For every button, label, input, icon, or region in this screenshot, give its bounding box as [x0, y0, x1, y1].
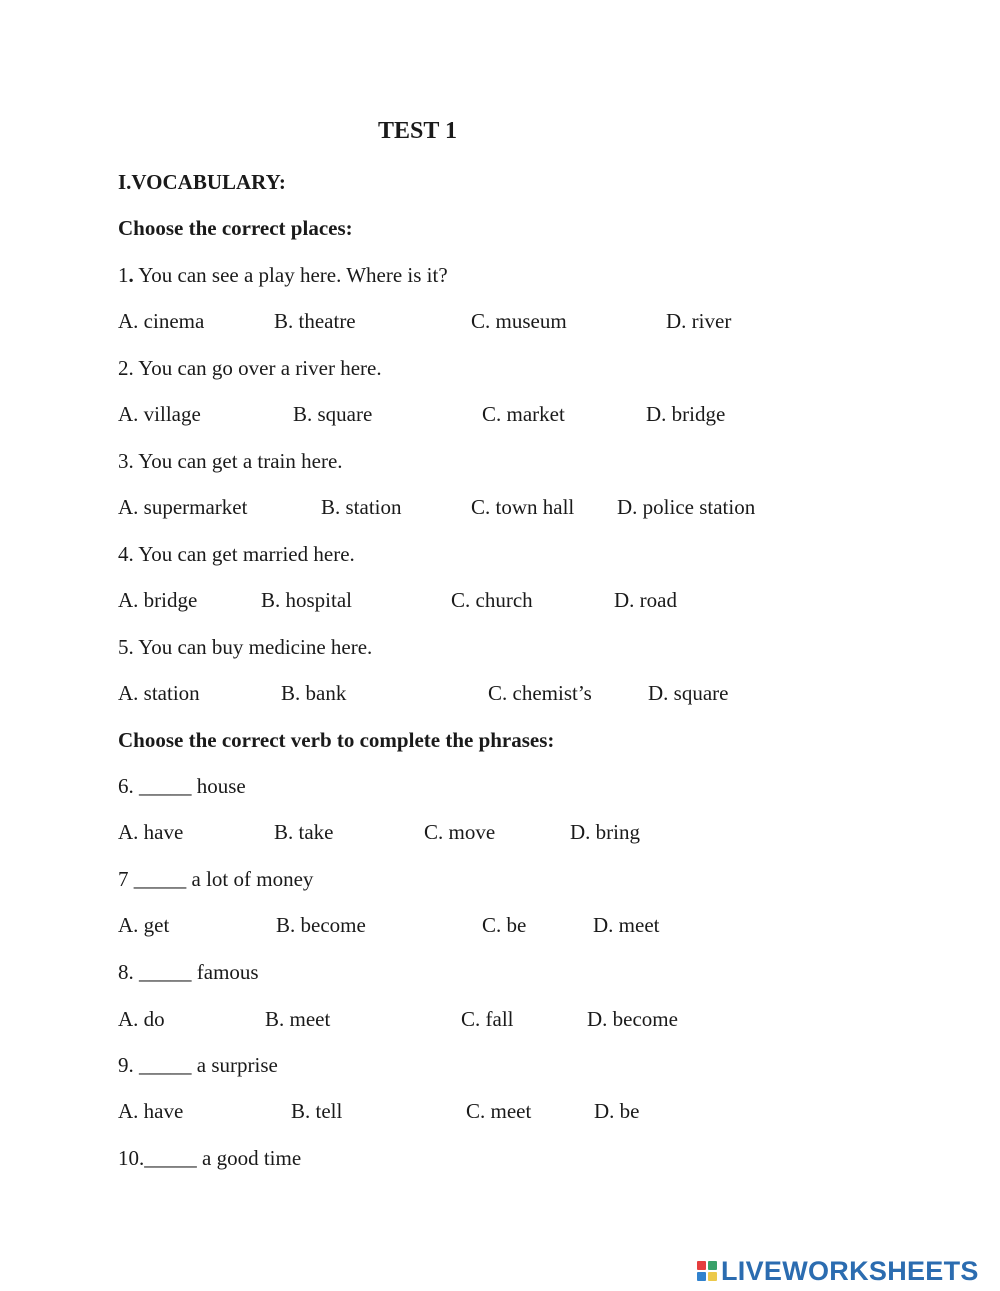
logo-block [708, 1272, 717, 1281]
q9-option-a: A. have [118, 1099, 184, 1123]
q3-option-d: D. police station [617, 495, 756, 519]
instruction-verbs: Choose the correct verb to complete the phrases: [118, 728, 555, 752]
q3-option-b: B. station [321, 495, 402, 519]
q9-option-d: D. be [594, 1099, 640, 1123]
q2-option-b: B. square [293, 402, 373, 426]
question-5: 5. You can buy medicine here. [118, 635, 373, 659]
question-6: 6. _____ house [118, 774, 246, 798]
q1-option-a: A. cinema [118, 309, 205, 333]
q7-option-c: C. be [482, 913, 527, 937]
q5-option-b: B. bank [281, 681, 347, 705]
question-10: 10._____ a good time [118, 1146, 302, 1170]
instruction-places: Choose the correct places: [118, 216, 353, 240]
q2-option-a: A. village [118, 402, 201, 426]
q3-option-a: A. supermarket [118, 495, 248, 519]
q8-option-a: A. do [118, 1007, 165, 1031]
q6-option-a: A. have [118, 820, 184, 844]
question-1-dot: . [128, 263, 134, 287]
question-9: 9. _____ a surprise [118, 1053, 278, 1077]
q1-option-b: B. theatre [274, 309, 356, 333]
liveworksheets-logo [697, 1256, 979, 1286]
q8-option-d: D. become [587, 1007, 678, 1031]
q4-option-d: D. road [614, 588, 677, 612]
question-8: 8. _____ famous [118, 960, 259, 984]
q7-option-d: D. meet [593, 913, 660, 937]
question-3: 3. You can get a train here. [118, 449, 343, 473]
q8-option-b: B. meet [265, 1007, 331, 1031]
question-1-number: 1 [118, 263, 129, 287]
question-4: 4. You can get married here. [118, 542, 355, 566]
q4-option-b: B. hospital [261, 588, 353, 612]
q5-option-a: A. station [118, 681, 200, 705]
q9-option-b: B. tell [291, 1099, 343, 1123]
q3-option-c: C. town hall [471, 495, 575, 519]
question-1-text: You can see a play here. Where is it? [133, 263, 448, 287]
question-2: 2. You can go over a river here. [118, 356, 382, 380]
q5-option-c: C. chemist’s [488, 681, 592, 705]
q9-option-c: C. meet [466, 1099, 532, 1123]
logo-blocks-icon [697, 1261, 717, 1281]
q4-option-a: A. bridge [118, 588, 198, 612]
logo-block [697, 1272, 706, 1281]
q2-option-d: D. bridge [646, 402, 726, 426]
logo-block [697, 1261, 706, 1270]
q6-option-d: D. bring [570, 820, 640, 844]
q1-option-d: D. river [666, 309, 732, 333]
q8-option-c: C. fall [461, 1007, 514, 1031]
q7-option-b: B. become [276, 913, 366, 937]
question-1 [118, 263, 448, 288]
q2-option-c: C. market [482, 402, 565, 426]
q1-option-c: C. museum [471, 309, 567, 333]
logo-text: LIVEWORKSHEETS [721, 1255, 979, 1286]
q4-option-c: C. church [451, 588, 533, 612]
q6-option-b: B. take [274, 820, 334, 844]
q5-option-d: D. square [648, 681, 729, 705]
page-title: TEST 1 [378, 118, 457, 144]
question-7: 7 _____ a lot of money [118, 867, 314, 891]
logo-block [708, 1261, 717, 1270]
section-heading: I.VOCABULARY: [118, 170, 286, 194]
q6-option-c: C. move [424, 820, 496, 844]
q7-option-a: A. get [118, 913, 170, 937]
